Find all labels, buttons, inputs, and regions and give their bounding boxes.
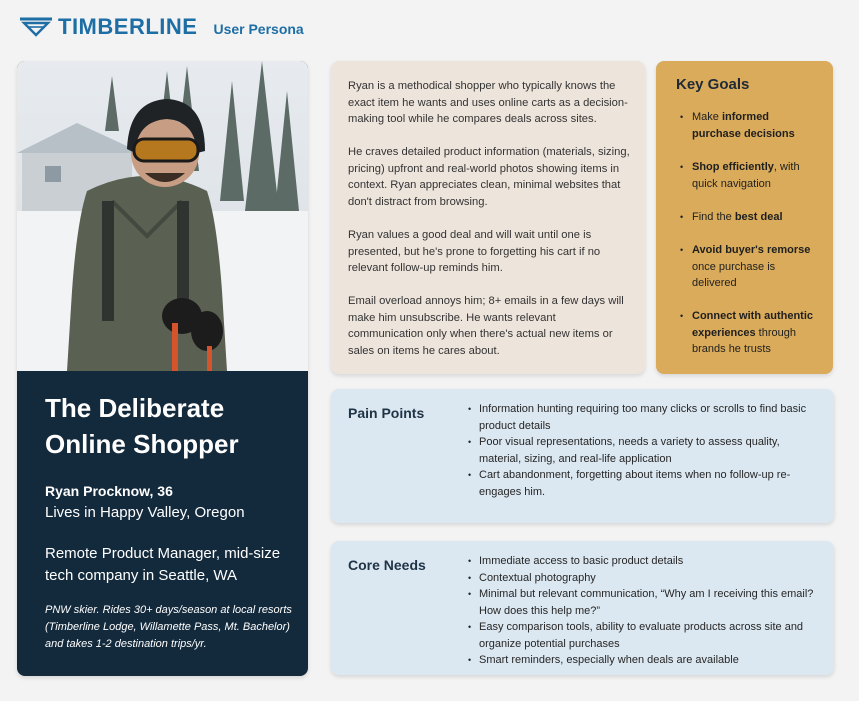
persona-bio: PNW skier. Rides 30+ days/season at local resorts (Timberline Lodge, Willamette Pass, Mt. Bachelor) and takes 1-2 destination trips/yr. <box>45 604 292 650</box>
key-goals-card <box>656 61 833 374</box>
persona-story-card <box>331 61 645 374</box>
list-item: • Smart reminders, especially when deals are available <box>479 652 824 669</box>
goal-item: • Avoid buyer's remorse once purchase is delivered <box>692 242 820 292</box>
persona-name: Ryan Procknow, 36 <box>45 483 173 499</box>
persona-card <box>17 61 308 676</box>
core-needs-list <box>479 553 824 669</box>
goal-item: • Find the best deal <box>692 209 820 226</box>
pain-points-title: Pain Points <box>348 405 425 421</box>
persona-job: Remote Product Manager, mid-size tech company in Seattle, WA <box>45 545 281 584</box>
skier-photo-illustration <box>17 61 308 371</box>
story-paragraph: Ryan values a good deal and will wait until one is presented, but he's prone to forgetting his cart if no relevant follow-up reminds him. <box>348 229 601 274</box>
list-item: • Easy comparison tools, ability to evaluate products across site and organize potential purchases <box>479 619 824 652</box>
list-item: • Cart abandonment, forgetting about items when no follow-up re-engages him. <box>479 467 824 500</box>
timberline-logo-icon <box>18 16 54 38</box>
persona-photo <box>17 61 308 371</box>
story-paragraph: Email overload annoys him; 8+ emails in a few days will make him unsubscribe. He wants relevant communication only when there's actual new items or sales on items he cares about. <box>348 295 624 357</box>
header <box>18 12 304 42</box>
core-needs-title: Core Needs <box>348 557 426 573</box>
goal-item: • Shop efficiently, with quick navigation <box>692 159 820 192</box>
story-paragraph: He craves detailed product information (materials, sizing, pricing) upfront and real-world photos showing items in context. Ryan appreciates clean, minimal websites that don't distract from browsing. <box>348 146 630 208</box>
list-item: • Minimal but relevant communication, “Why am I receiving this email? How does this help me?” <box>479 586 824 619</box>
core-needs-card <box>331 541 834 675</box>
pain-points-list <box>479 401 824 500</box>
brand-name: TIMBERLINE <box>58 14 198 39</box>
list-item: • Poor visual representations, needs a variety to assess quality, material, sizing, and real-life application <box>479 434 824 467</box>
list-item: • Immediate access to basic product details <box>479 553 824 570</box>
goal-item: • Connect with authentic experiences through brands he trusts <box>692 308 820 358</box>
page-subtitle: User Persona <box>213 21 304 37</box>
key-goals-title: Key Goals <box>676 76 750 93</box>
goal-item: • Make informed purchase decisions <box>692 109 820 142</box>
pain-points-card <box>331 389 834 523</box>
persona-title: The Deliberate Online Shopper <box>45 393 239 459</box>
story-paragraph: Ryan is a methodical shopper who typically knows the exact item he wants and uses online carts as a decision-making tool while he compares deals across sites. <box>348 80 628 125</box>
list-item: • Contextual photography <box>479 570 824 587</box>
persona-location: Lives in Happy Valley, Oregon <box>45 504 245 521</box>
list-item: • Information hunting requiring too many clicks or scrolls to find basic product details <box>479 401 824 434</box>
